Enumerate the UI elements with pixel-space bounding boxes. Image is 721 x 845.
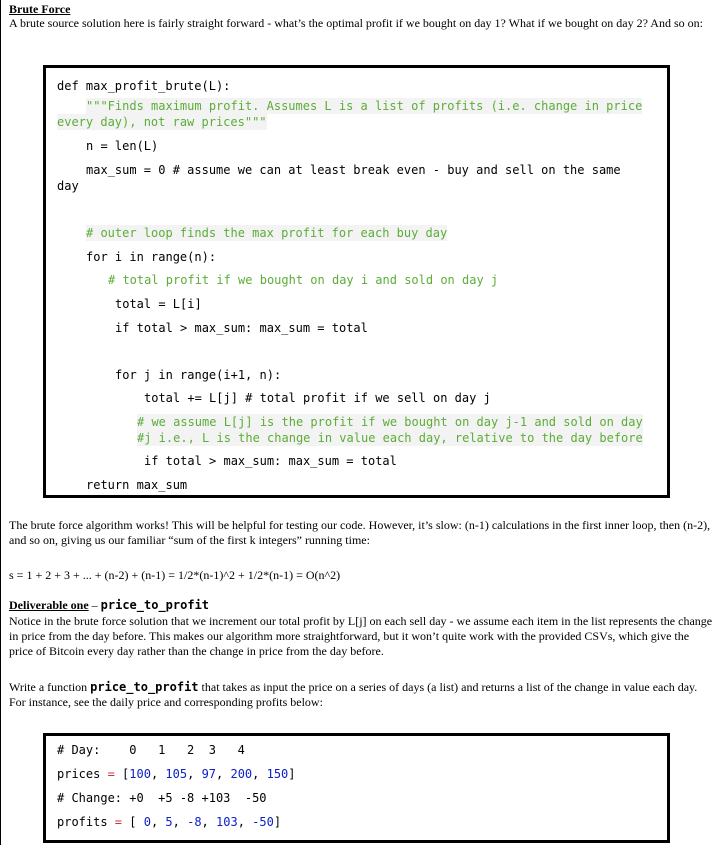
code-comment-outer: # outer loop finds the max profit for each buy day [86, 226, 448, 240]
profit-value: -8 [187, 815, 202, 829]
code-comment-total: # total profit if we bought on day i and sold on day j [108, 273, 499, 287]
brute-force-paragraph: The brute force algorithm works! This will be helpful for testing our code. However, it’s slow: (n-1) calculations in the first inner loop, then (n-2), and so on, giving us our familiar “sum of the first k integers” running time: [9, 518, 711, 547]
brute-force-intro: A brute source solution here is fairly straight forward - what’s the optimal profit if we bought on day 1? What if we bought on day 2? And so on: [9, 16, 703, 30]
code-line-maxsum-cont: day [57, 179, 79, 193]
prices-open: [ [122, 767, 130, 781]
code-line-maxsum: max_sum = 0 # assume we can at least break even - buy and sell on the same [86, 163, 621, 177]
example-day-line: # Day: 0 1 2 3 4 [57, 743, 245, 757]
deliverable-heading [9, 598, 715, 613]
example-profits-line: profits = [ 0, 5, -8, 103, -50] [57, 815, 282, 829]
code-line-if-2: if total > max_sum: max_sum = total [144, 454, 397, 468]
profits-close: ] [273, 815, 282, 829]
brute-code-box [43, 65, 670, 498]
deliverable-paragraph-2 [9, 680, 715, 710]
deliverable-paragraph-1: Notice in the brute force solution that we increment our total profit by L[j] on each sell day - we assume each item in the list represents the change in price from the day before. This makes our algorithm more straightforward, but it won’t quite work with the provided CSVs, which give the price of Bitcoin every day rather than the change in price from the day before. [9, 614, 713, 658]
profits-eq: = [107, 815, 130, 829]
price-value: 150 [266, 767, 289, 781]
price-value: 100 [129, 767, 151, 781]
running-time-formula: s = 1 + 2 + 3 + ... + (n-2) + (n-1) = 1/2*(n-1)^2 + 1/2*(n-1) = O(n^2) [9, 568, 341, 582]
code-line-n: n = len(L) [86, 139, 159, 153]
code-line-total-inc: total += L[j] # total profit if we sell on day j [144, 391, 491, 405]
example-change-line: # Change: +0 +5 -8 +103 -50 [57, 791, 267, 805]
deliverable-func-name: price_to_profit [100, 598, 210, 612]
code-line-for-j: for j in range(i+1, n): [115, 368, 282, 382]
code-comment-assume-1: # we assume L[j] is the profit if we bought on day j-1 and sold on day [137, 415, 643, 429]
code-docstring-2: every day), not raw prices""" [57, 115, 267, 129]
profits-name: profits [57, 815, 108, 829]
example-prices-line: prices = [100, 105, 97, 200, 150] [57, 767, 296, 781]
price-value: 97 [201, 767, 217, 781]
brute-force-heading: Brute Force [9, 2, 71, 16]
code-line-for-i: for i in range(n): [86, 250, 217, 264]
code-line-if-1: if total > max_sum: max_sum = total [115, 321, 368, 335]
profit-value: -50 [252, 815, 274, 829]
deliverable-label: Deliverable one [9, 598, 89, 612]
code-comment-assume-2: #j i.e., L is the change in value each day, relative to the day before [137, 431, 643, 445]
code-docstring-1: """Finds maximum profit. Assumes L is a list of profits (i.e. change in price [86, 99, 643, 113]
profit-value: 5 [165, 815, 173, 829]
prices-eq: = [100, 767, 123, 781]
code-line-total: total = L[i] [115, 297, 202, 311]
code-line-def: def max_profit_brute(L): [57, 79, 231, 93]
para2-post: that takes as input the price on a series of days (a list) and returns a list of the change in value each day. For instance, see the daily price and corresponding profits below: [9, 680, 698, 709]
para2-func: price_to_profit [90, 680, 199, 694]
profits-open: [ [129, 815, 144, 829]
para2-pre: Write a function [9, 680, 88, 694]
prices-name: prices [57, 767, 101, 781]
code-line-return: return max_sum [86, 478, 188, 492]
profit-value: 103 [216, 815, 238, 829]
price-value: 200 [230, 767, 253, 781]
deliverable-dash: – [88, 598, 101, 612]
price-value: 105 [165, 767, 188, 781]
prices-close: ] [288, 767, 296, 781]
example-code-box [43, 733, 670, 843]
profit-value: 0 [143, 815, 151, 829]
